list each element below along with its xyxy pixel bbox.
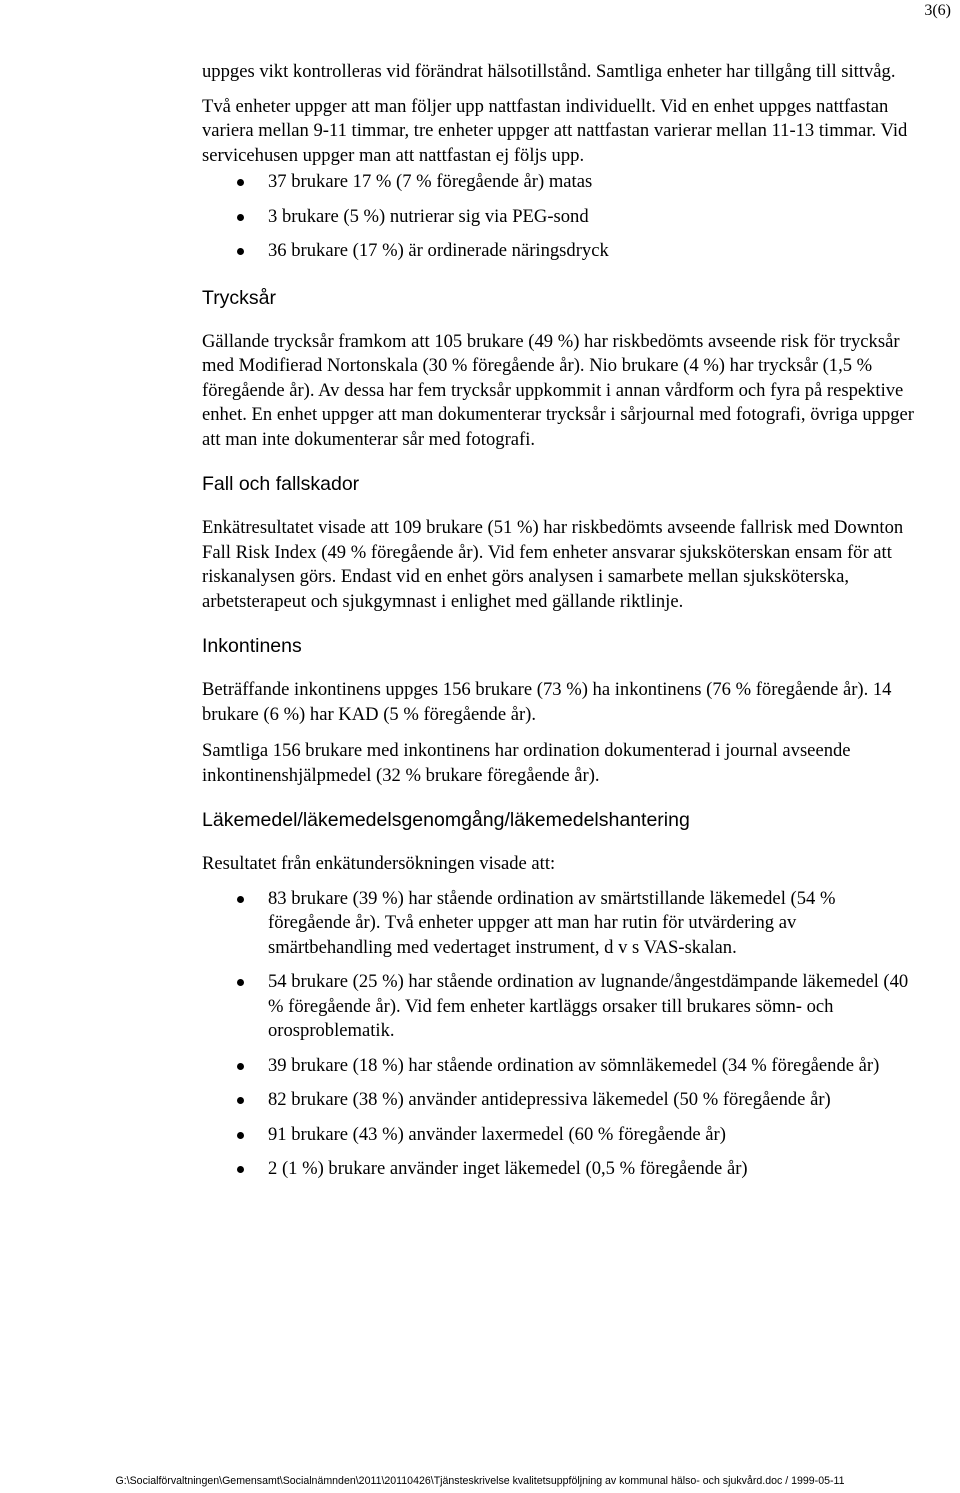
nutrition-bullet-list [202, 170, 922, 264]
bullet-icon [237, 1132, 244, 1139]
paragraph-weight-control: uppges vikt kontrolleras vid förändrat hälsotillstånd. Samtliga enheter har tillgång till sittvåg. [202, 61, 896, 82]
list-item: 39 brukare (18 %) har stående ordination av sömnläkemedel (34 % föregående år) [202, 1054, 922, 1079]
heading-trycksar: Trycksår [202, 286, 277, 309]
paragraph-trycksar: Gällande trycksår framkom att 105 brukare (49 %) har riskbedömts avseende risk för trycksår med Modifierad Nortonskala (30 % föregående år). Nio brukare (4 %) har trycksår (1,5 % föregående år). Av dessa har fem trycksår uppkommit i annan vårdform och fyra på respektive enhet. En enhet uppger att man dokumenterar trycksår i sårjournal med fotografi, övriga uppger att man inte dokumenterar sår med fotografi. [202, 330, 914, 450]
heading-inkontinens: Inkontinens [202, 635, 302, 657]
list-item: 54 brukare (25 %) har stående ordination av lugnande/ångestdämpande läkemedel (40 % föregående år). Vid fem enheter kartläggs orsaker till brukares sömn- och orosproblematik. [202, 970, 922, 1044]
list-item: 36 brukare (17 %) är ordinerade näringsdryck [202, 239, 922, 264]
list-item: 91 brukare (43 %) använder laxermedel (60 % föregående år) [202, 1123, 922, 1148]
list-item: 82 brukare (38 %) använder antidepressiva läkemedel (50 % föregående år) [202, 1088, 922, 1113]
bullet-icon [237, 248, 244, 255]
footer-file-path: G:\Socialförvaltningen\Gemensamt\Socialnämnden\2011\20110426\Tjänsteskrivelse kvalitetsuppföljning av kommunal hälso- och sjukvård.doc / 1999-05-11 [115, 1475, 845, 1487]
paragraph-inkontinens-2: Samtliga 156 brukare med inkontinens har ordination dokumenterad i journal avseende inkontinenshjälpmedel (32 % brukare föregående år). [202, 740, 851, 786]
list-item: 3 brukare (5 %) nutrierar sig via PEG-sond [202, 205, 922, 230]
paragraph-lakemedel-intro: Resultatet från enkätundersökningen visade att: [202, 853, 556, 874]
paragraph-inkontinens-1: Beträffande inkontinens uppges 156 brukare (73 %) ha inkontinens (76 % föregående år). 14 brukare (6 %) har KAD (5 % föregående år). [202, 679, 892, 725]
paragraph-fall: Enkätresultatet visade att 109 brukare (51 %) har riskbedömts avseende fallrisk med Downton Fall Risk Index (49 % föregående år). Vid fem enheter ansvarar sjuksköterskan ensam för att riskanalysen görs. Endast vid en enhet görs analysen i samarbete mellan sjuksköterska, arbetsterapeut och sjukgymnast i enlighet med gällande riktlinje. [202, 517, 904, 612]
medication-bullet-list [202, 887, 922, 1182]
bullet-icon [237, 1063, 244, 1070]
bullet-icon [237, 896, 244, 903]
list-item: 37 brukare 17 % (7 % föregående år) matas [202, 170, 922, 195]
heading-fall: Fall och fallskador [202, 473, 360, 495]
bullet-icon [237, 979, 244, 986]
bullet-icon [237, 1097, 244, 1104]
list-item: 2 (1 %) brukare använder inget läkemedel (0,5 % föregående år) [202, 1157, 922, 1182]
bullet-icon [237, 1166, 244, 1173]
page-number: 3(6) [924, 2, 951, 19]
paragraph-night-fast: Två enheter uppger att man följer upp nattfastan individuellt. Vid en enhet uppges nattfastan variera mellan 9-11 timmar, tre enheter uppger att nattfastan varierar mellan 11-13 timmar. Vid servicehusen uppger man att nattfastan ej följs upp. [202, 95, 908, 166]
list-item: 83 brukare (39 %) har stående ordination av smärtstillande läkemedel (54 % föregående år). Två enheter uppger att man har rutin för utvärdering av smärtbehandling med vedertaget instrument, d v s VAS-skalan. [202, 887, 922, 961]
document-body [202, 60, 922, 1182]
bullet-icon [237, 214, 244, 221]
heading-lakemedel: Läkemedel/läkemedelsgenomgång/läkemedelshantering [202, 809, 690, 831]
bullet-icon [237, 179, 244, 186]
